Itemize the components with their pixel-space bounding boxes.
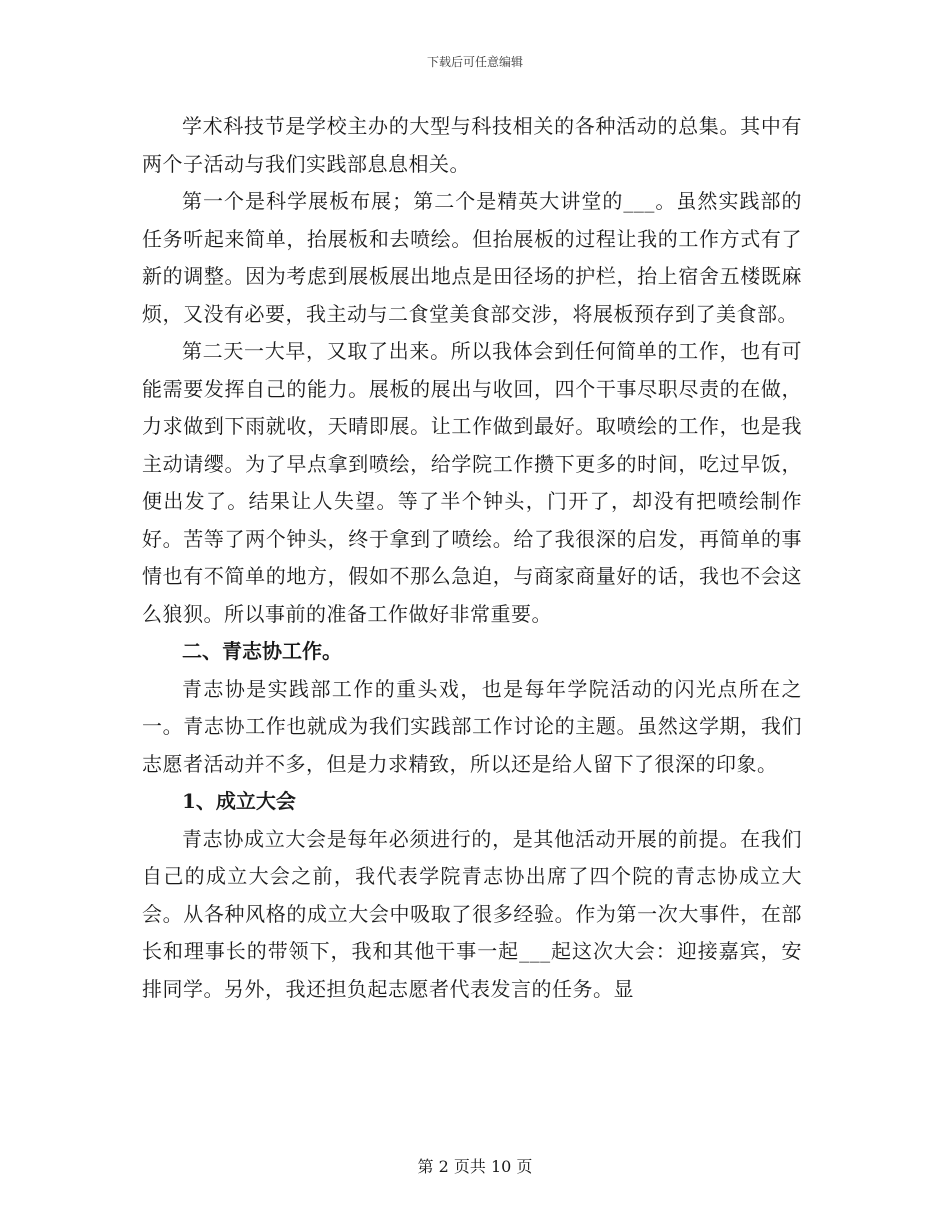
paragraph: 青志协成立大会是每年必须进行的，是其他活动开展的前提。在我们自己的成立大会之前，我代表学院青志协出席了四个院的青志协成立大会。从各种风格的成立大会中吸取了很多经验。作为第一次大事件，在部长和理事长的带领下，我和其他干事一起___起这次大会：迎接嘉宾，安排同学。另外，我还担负起志愿者代表发言的任务。显 [142,826,802,1001]
paragraph: 第二天一大早，又取了出来。所以我体会到任何简单的工作，也有可能需要发挥自己的能力。展板的展出与收回，四个干事尽职尽责的在做，力求做到下雨就收，天晴即展。让工作做到最好。取喷绘的工作，也是我主动请缨。为了早点拿到喷绘，给学院工作攒下更多的时间，吃过早饭，便出发了。结果让人失望。等了半个钟头，门开了，却没有把喷绘制作好。苦等了两个钟头，终于拿到了喷绘。给了我很深的启发，再简单的事情也有不简单的地方，假如不那么急迫，与商家商量好的话，我也不会这么狼狈。所以事前的准备工作做好非常重要。 [142,339,802,626]
paragraph: 第一个是科学展板布展；第二个是精英大讲堂的___。虽然实践部的任务听起来简单，抬展板和去喷绘。但抬展板的过程让我的工作方式有了新的调整。因为考虑到展板展出地点是田径场的护栏，抬上宿舍五楼既麻烦，又没有必要，我主动与二食堂美食部交涉，将展板预存到了美食部。 [142,189,802,326]
page-number-footer: 第 2 页共 10 页 [417,1157,533,1176]
page-header-note: 下载后可任意编辑 [426,55,523,69]
paragraph: 学术科技节是学校主办的大型与科技相关的各种活动的总集。其中有两个子活动与我们实践部息息相关。 [142,114,802,176]
subsection-heading: 1、成立大会 [182,789,296,813]
section-heading: 二、青志协工作。 [182,639,342,663]
document-body [142,108,802,1008]
paragraph: 青志协是实践部工作的重头戏，也是每年学院活动的闪光点所在之一。青志协工作也就成为我们实践部工作讨论的主题。虽然这学期，我们志愿者活动并不多，但是力求精致，所以还是给人留下了很深的印象。 [142,676,802,776]
